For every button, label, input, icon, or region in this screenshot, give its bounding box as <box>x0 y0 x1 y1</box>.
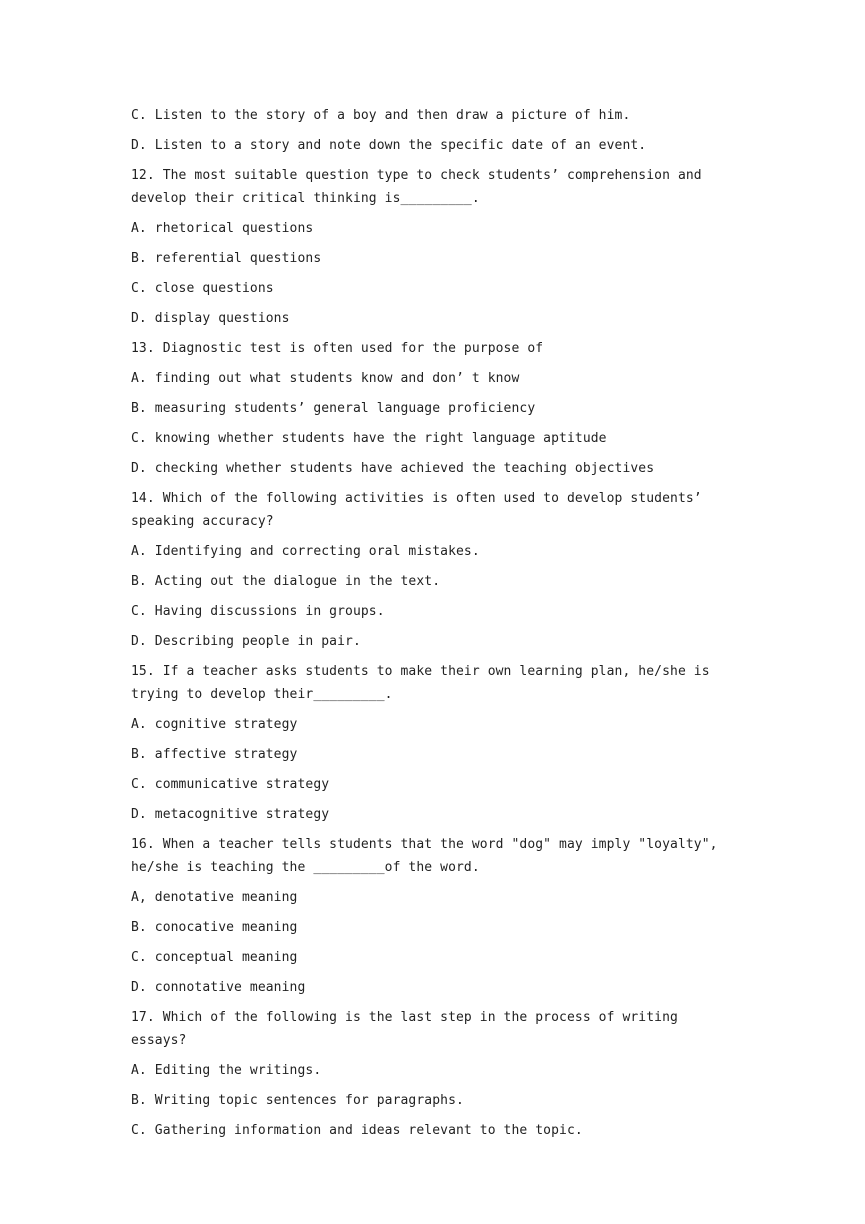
option-text: B. Writing topic sentences for paragraphs. <box>131 1093 464 1108</box>
question-text: 13. Diagnostic test is often used for the purpose of <box>131 341 544 356</box>
document-body <box>131 104 735 1142</box>
option-text: C. Having discussions in groups. <box>131 604 385 619</box>
option-text: D. checking whether students have achieved the teaching objectives <box>131 461 655 476</box>
question-text: 17. Which of the following is the last step in the process of writing essays? <box>131 1010 686 1048</box>
option-text: C. knowing whether students have the right language aptitude <box>131 431 607 446</box>
option-text: B. Acting out the dialogue in the text. <box>131 574 441 589</box>
question-text: 15. If a teacher asks students to make their own learning plan, he/she is trying to develop their_________. <box>131 664 718 702</box>
option-text: A, denotative meaning <box>131 890 298 905</box>
option-text: C. close questions <box>131 281 274 296</box>
option-text: D. display questions <box>131 311 290 326</box>
option-text: A. Identifying and correcting oral mistakes. <box>131 544 480 559</box>
question-text: 14. Which of the following activities is often used to develop students’ speaking accuracy? <box>131 491 710 529</box>
option-text: C. Listen to the story of a boy and then draw a picture of him. <box>131 108 631 123</box>
option-text: A. rhetorical questions <box>131 221 314 236</box>
option-text: B. conocative meaning <box>131 920 298 935</box>
option-text: D. Listen to a story and note down the specific date of an event. <box>131 138 647 153</box>
option-text: C. Gathering information and ideas relevant to the topic. <box>131 1123 583 1138</box>
option-text: A. finding out what students know and don’ t know <box>131 371 520 386</box>
option-text: A. Editing the writings. <box>131 1063 322 1078</box>
option-text: A. cognitive strategy <box>131 717 298 732</box>
option-text: D. Describing people in pair. <box>131 634 361 649</box>
option-text: C. conceptual meaning <box>131 950 298 965</box>
option-text: B. affective strategy <box>131 747 298 762</box>
option-text: D. metacognitive strategy <box>131 807 330 822</box>
question-text: 12. The most suitable question type to check students’ comprehension and develop their critical thinking is_________. <box>131 168 710 206</box>
option-text: D. connotative meaning <box>131 980 306 995</box>
question-text: 16. When a teacher tells students that the word "dog" may imply "loyalty", he/she is teaching the _________of the word. <box>131 837 726 875</box>
option-text: B. measuring students’ general language proficiency <box>131 401 536 416</box>
option-text: B. referential questions <box>131 251 322 266</box>
option-text: C. communicative strategy <box>131 777 330 792</box>
